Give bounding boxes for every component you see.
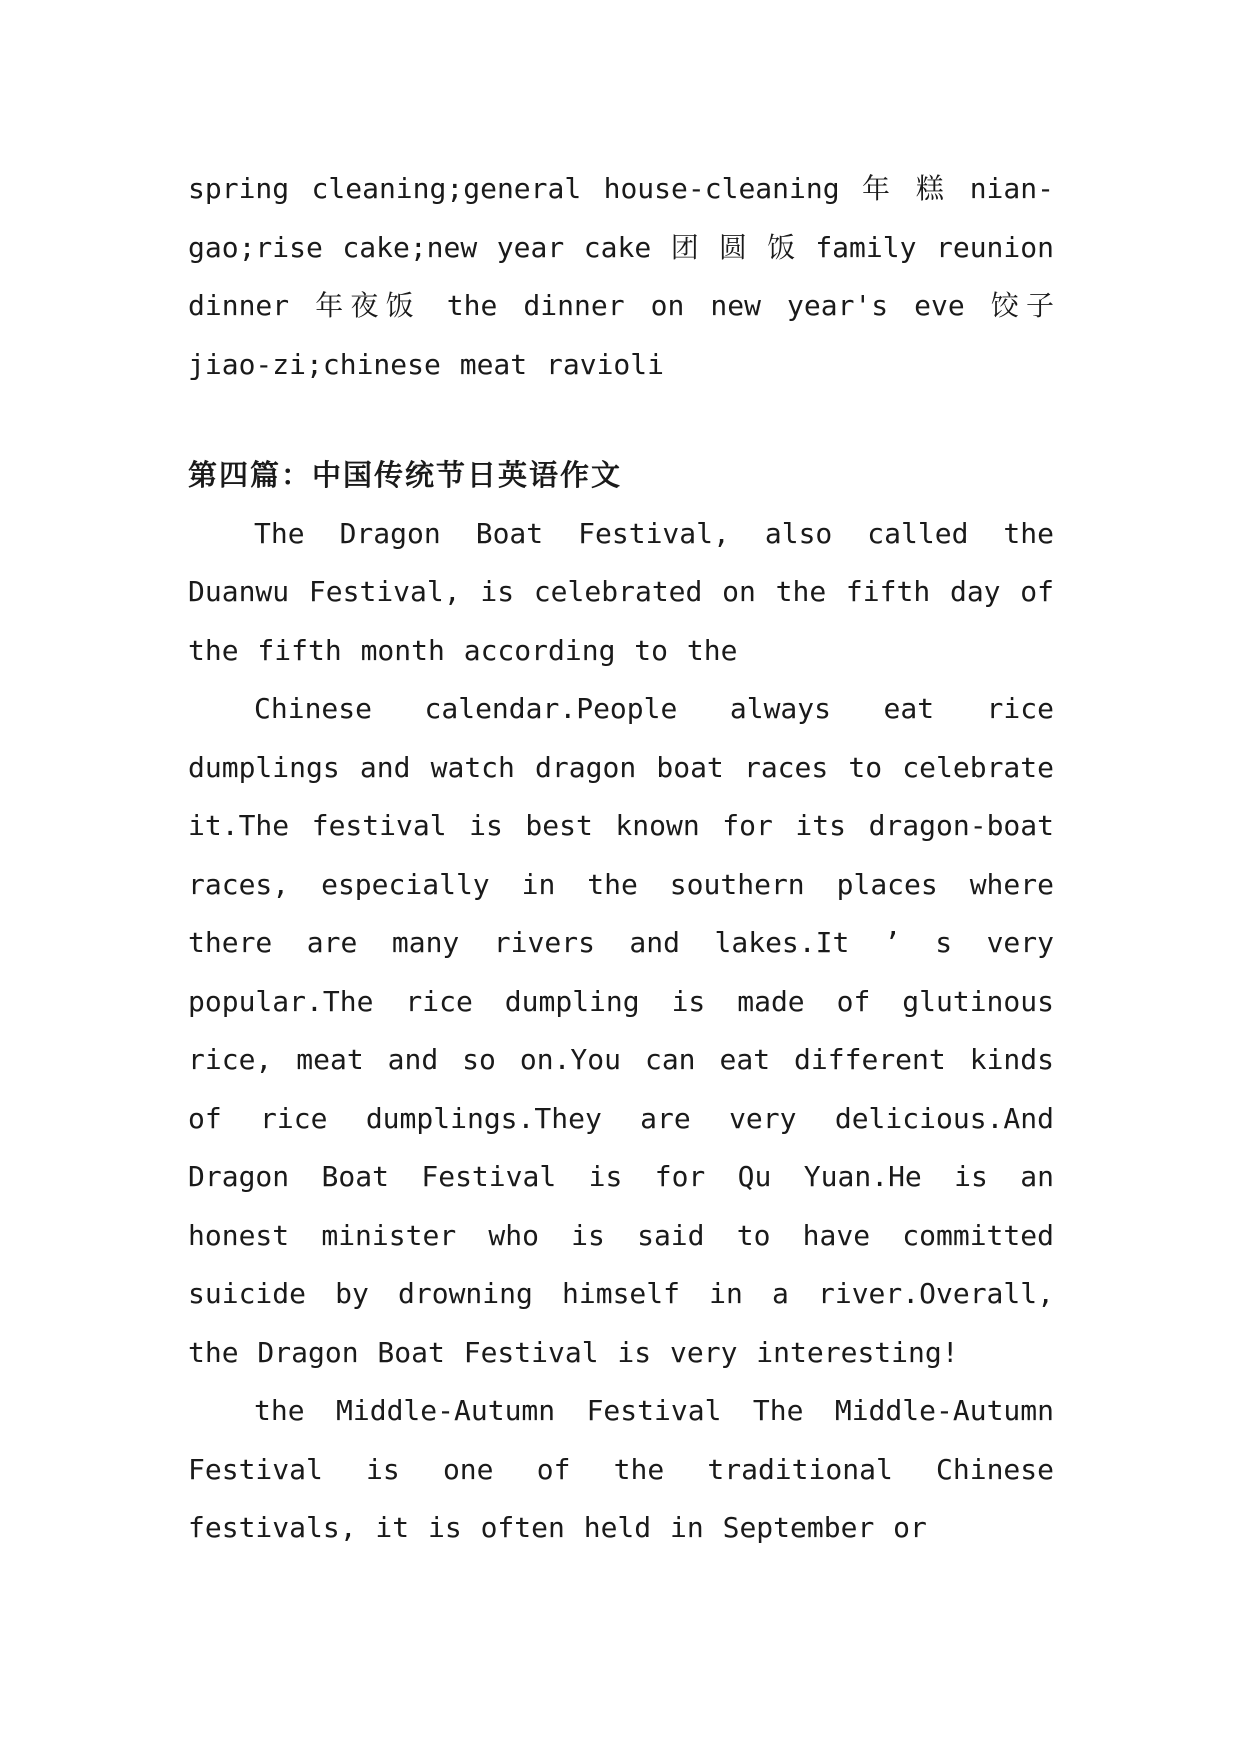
glossary-paragraph: spring cleaning;general house-cleaning 年 糕 nian-gao;rise cake;new year cake 团 圆 饭 family reunion dinner 年夜饭 the dinner on new year's eve 饺子 jiao-zi;chinese meat ravioli — [188, 172, 1054, 381]
document-content — [188, 160, 1054, 1558]
mid-autumn-paragraph: the Middle-Autumn Festival The Middle-Autumn Festival is one of the traditional Chinese festivals, it is often held in September or — [188, 1394, 1054, 1544]
section-heading: 第四篇：中国传统节日英语作文 — [188, 458, 623, 492]
dragon-boat-body-paragraph: Chinese calendar.People always eat rice dumplings and watch dragon boat races to celebrate it.The festival is best known for its dragon-boat races, especially in the southern places where there are many rivers and lakes.It ’ s very popular.The rice dumpling is made of glutinous rice, meat and so on.You can eat different kinds of rice dumplings.They are very delicious.And Dragon Boat Festival is for Qu Yuan.He is an honest minister who is said to have committed suicide by drowning himself in a river.Overall, the Dragon Boat Festival is very interesting! — [188, 692, 1054, 1369]
dragon-boat-intro-paragraph: The Dragon Boat Festival, also called the Duanwu Festival, is celebrated on the fifth day of the fifth month according to the — [188, 516, 1054, 667]
